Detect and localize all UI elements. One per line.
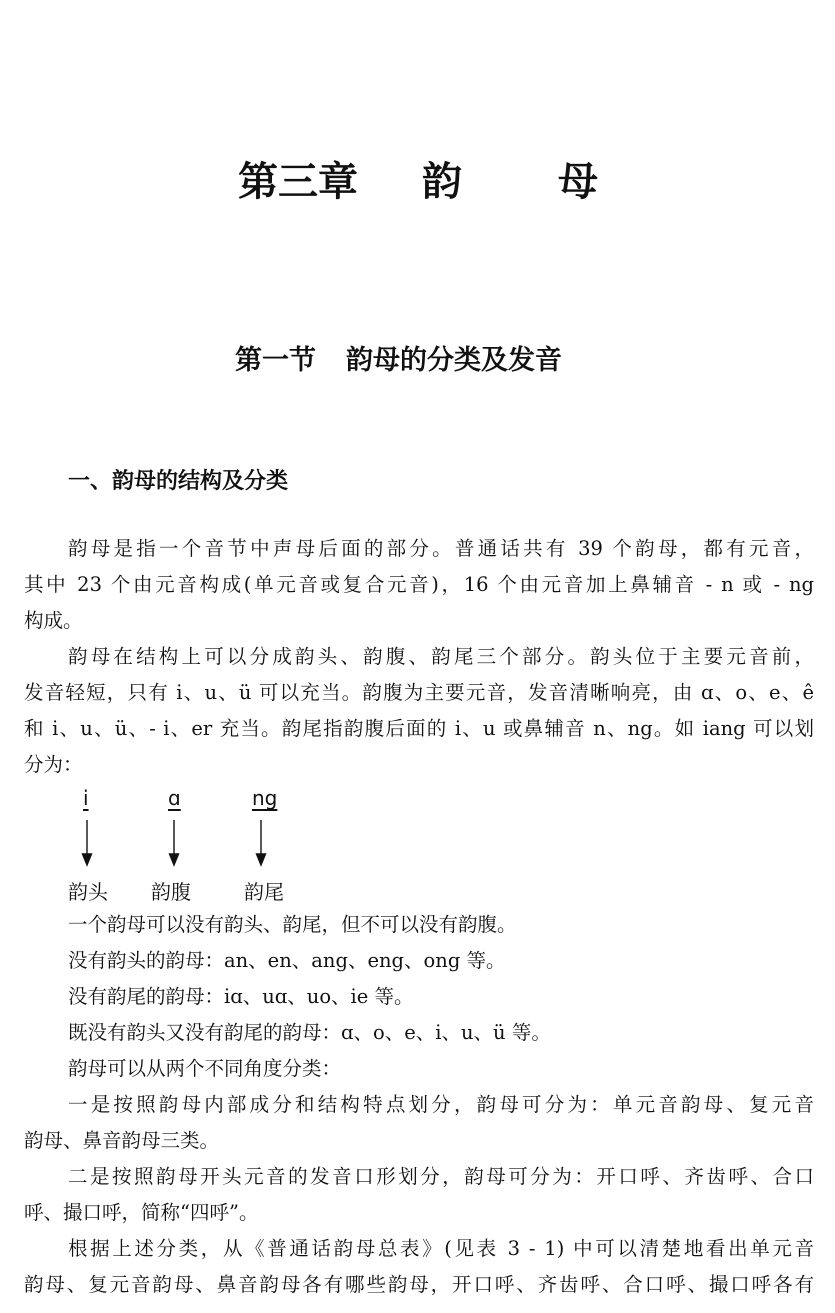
paragraph-line: 韵母、鼻音韵母三类。 (24, 1129, 220, 1152)
chapter-title-char-1: 韵 (422, 159, 462, 205)
section-number: 第一节 (235, 345, 316, 376)
arrow-down-icon (170, 820, 179, 865)
diagram-label-tail: 韵尾 (244, 880, 284, 904)
paragraph-line: 呼、撮口呼，简称“四呼”。 (24, 1201, 259, 1224)
paragraph-line: 发音轻短，只有 i、u、ü 可以充当。韵腹为主要元音，发音清晰响亮，由 ɑ、o、e、ê (24, 681, 814, 704)
subsection-title: 一、韵母的结构及分类 (68, 469, 289, 494)
paragraph-line: 既没有韵头又没有韵尾的韵母：ɑ、o、e、i、u、ü 等。 (68, 1021, 551, 1044)
paragraph-line: 和 i、u、ü、- i、er 充当。韵尾指韵腹后面的 i、u 或鼻辅音 n、ng。如 iang 可以划 (24, 717, 814, 740)
paragraph-line: 没有韵尾的韵母：iɑ、uɑ、uo、ie 等。 (68, 985, 414, 1008)
diagram-letter-body: ɑ (168, 786, 181, 810)
paragraph-line: 韵母在结构上可以分成韵头、韵腹、韵尾三个部分。韵头位于主要元音前， (68, 645, 814, 668)
paragraph-line: 构成。 (24, 609, 83, 632)
paragraph-line: 韵母可以从两个不同角度分类： (68, 1057, 342, 1080)
diagram-label-head: 韵头 (68, 880, 108, 904)
diagram-letter-head: i (83, 786, 89, 810)
diagram-label-body: 韵腹 (151, 880, 191, 904)
paragraph-line: 一是按照韵母内部成分和结构特点划分，韵母可分为：单元音韵母、复元音 (68, 1093, 814, 1116)
paragraph-line: 韵母、复元音韵母、鼻音韵母各有哪些韵母，开口呼、齐齿呼、合口呼、撮口呼各有 (24, 1273, 814, 1296)
arrow-down-icon (257, 820, 266, 865)
arrow-down-icon (83, 820, 92, 865)
chapter-title (0, 150, 835, 210)
diagram-letter-tail: ng (252, 786, 278, 810)
paragraph-line: 二是按照韵母开头元音的发音口形划分，韵母可分为：开口呼、齐齿呼、合口 (68, 1165, 814, 1188)
chapter-number: 第三章 (238, 159, 358, 205)
section-name: 韵母的分类及发音 (346, 345, 562, 376)
paragraph-line: 韵母是指一个音节中声母后面的部分。普通话共有 39 个韵母，都有元音， (68, 537, 814, 560)
paragraph-line: 其中 23 个由元音构成(单元音或复合元音)，16 个由元音加上鼻辅音 - n 或 - ng (24, 573, 814, 596)
paragraph-line: 一个韵母可以没有韵头、韵尾，但不可以没有韵腹。 (68, 913, 517, 936)
paragraph-line: 根据上述分类，从《普通话韵母总表》(见表 3 - 1) 中可以清楚地看出单元音 (68, 1237, 814, 1260)
section-title (235, 338, 562, 377)
paragraph-line: 分为： (24, 753, 83, 776)
paragraph-line: 没有韵头的韵母：an、en、ang、eng、ong 等。 (68, 949, 506, 972)
chapter-title-char-2: 母 (558, 159, 598, 205)
diagram-arrows (0, 816, 835, 868)
structure-diagram (0, 786, 835, 911)
